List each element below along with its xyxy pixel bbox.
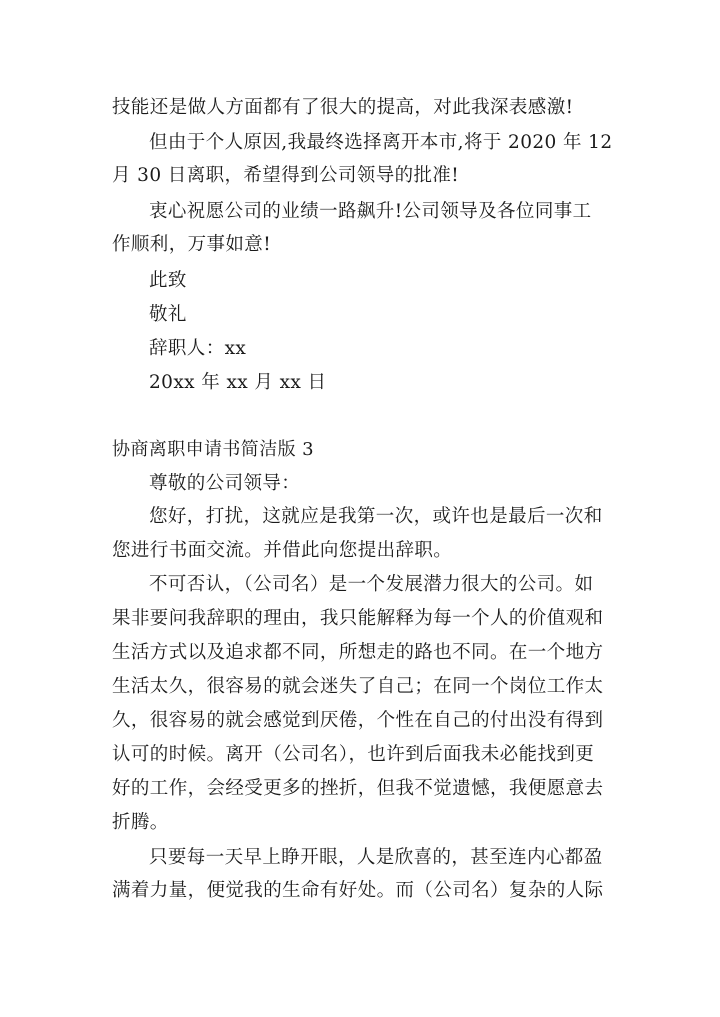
text-line: 您进行书面交流。并借此向您提出辞职。 <box>112 540 453 561</box>
signature-line: 辞职人：xx <box>149 338 247 359</box>
text-line: 不可否认，（公司名）是一个发展潜力很大的公司。如 <box>149 574 594 595</box>
text-line: 月 30 日离职，希望得到公司领导的批准! <box>112 165 460 186</box>
text-line: 好的工作，会经受更多的挫折，但我不觉遗憾，我便愿意去 <box>112 778 604 799</box>
section-heading: 协商离职申请书简洁版 3 <box>112 439 314 460</box>
text-line: 久，很容易的就会感觉到厌倦，个性在自己的付出没有得到 <box>112 710 604 731</box>
closing-salutation: 此致 <box>149 270 187 291</box>
text-line: 您好，打扰，这就应是我第一次，或许也是最后一次和 <box>149 506 603 527</box>
text-line: 衷心祝愿公司的业绩一路飙升!公司领导及各位同事工 <box>149 201 592 222</box>
text-line: 生活太久，很容易的就会迷失了自己；在同一个岗位工作太 <box>112 676 604 697</box>
date-line: 20xx 年 xx 月 xx 日 <box>149 372 327 393</box>
text-line: 折腾。 <box>112 812 169 833</box>
text-line: 果非要问我辞职的理由，我只能解释为每一个人的价值观和 <box>112 608 604 629</box>
text-line: 满着力量，便觉我的生命有好处。而（公司名）复杂的人际 <box>112 880 604 901</box>
text-line: 作顺利，万事如意! <box>112 234 272 255</box>
text-line: 但由于个人原因,我最终选择离开本市,将于 2020 年 12 <box>149 132 613 153</box>
text-line: 只要每一天早上睁开眼，人是欣喜的，甚至连内心都盈 <box>149 847 603 868</box>
text-line: 认可的时候。离开（公司名），也许到后面我未必能找到更 <box>112 744 595 765</box>
greeting-line: 尊敬的公司领导： <box>149 473 301 494</box>
text-line: 技能还是做人方面都有了很大的提高，对此我深表感激! <box>112 97 574 118</box>
closing-regards: 敬礼 <box>149 304 187 325</box>
text-line: 生活方式以及追求都不同，所想走的路也不同。在一个地方 <box>112 642 604 663</box>
